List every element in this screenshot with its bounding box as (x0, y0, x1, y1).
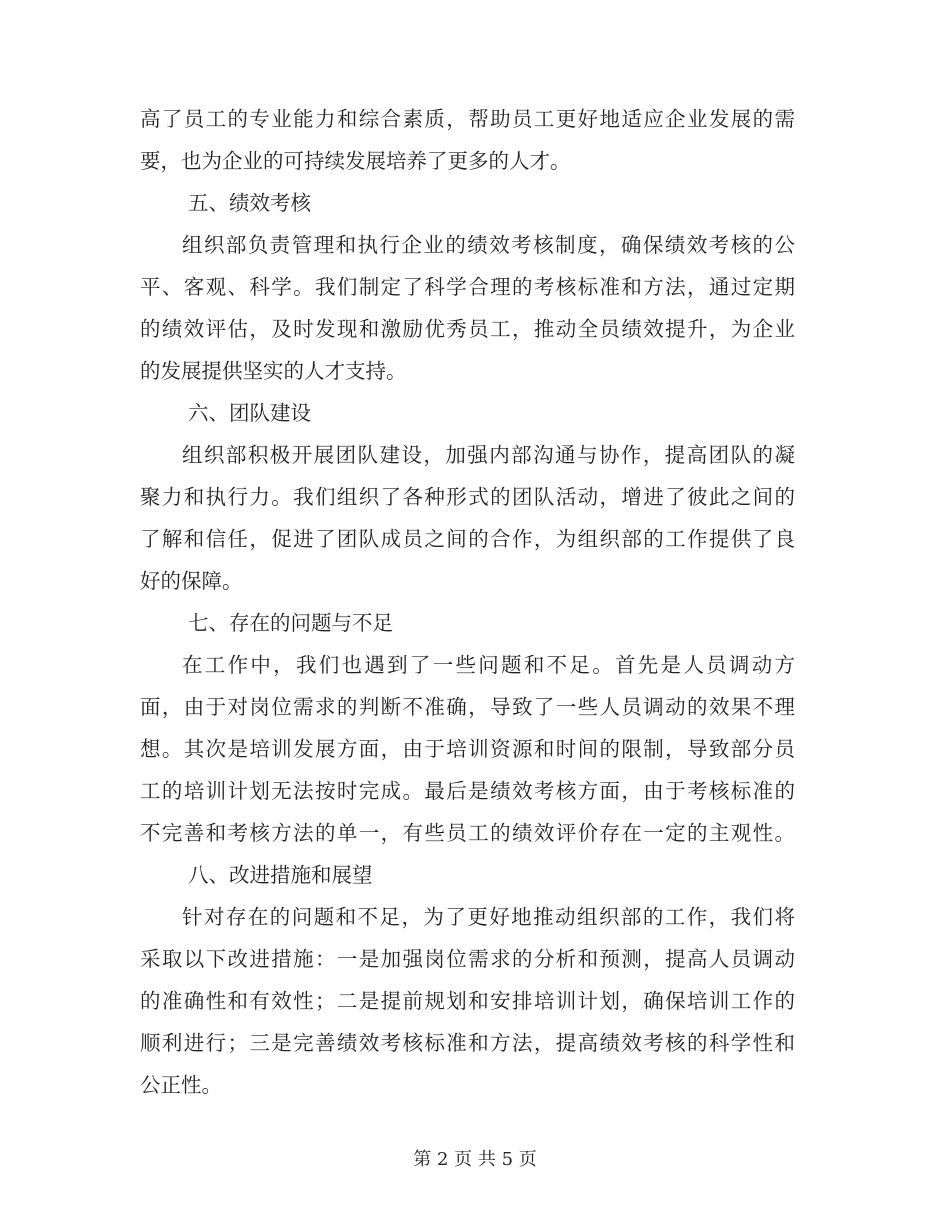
text-line: 公正性。 (140, 1073, 222, 1097)
text-line: 的准确性和有效性；二是提前规划和安排培训计划，确保培训工作的 (140, 989, 795, 1013)
page-number: 第 2 页 共 5 页 (413, 1149, 537, 1170)
section-heading-team: 六、团队建设 (188, 401, 311, 425)
text-line: 聚力和执行力。我们组织了各种形式的团队活动，增进了彼此之间的 (140, 485, 795, 509)
text-line: 好的保障。 (140, 569, 243, 593)
text-line: 了解和信任，促进了团队成员之间的合作，为组织部的工作提供了良 (140, 527, 795, 551)
section-heading-performance: 五、绩效考核 (188, 191, 311, 215)
text-line: 组织部负责管理和执行企业的绩效考核制度，确保绩效考核的公 (182, 233, 795, 257)
text-line: 面，由于对岗位需求的判断不准确，导致了一些人员调动的效果不理 (140, 695, 795, 719)
text-line: 顺利进行；三是完善绩效考核标准和方法，提高绩效考核的科学性和 (140, 1031, 795, 1055)
section-heading-improvements: 八、改进措施和展望 (188, 863, 373, 887)
text-line: 的绩效评估，及时发现和激励优秀员工，推动全员绩效提升，为企业 (140, 317, 795, 341)
text-line: 平、客观、科学。我们制定了科学合理的考核标准和方法，通过定期 (140, 275, 795, 299)
text-line: 想。其次是培训发展方面，由于培训资源和时间的限制，导致部分员 (140, 737, 795, 761)
text-line: 采取以下改进措施：一是加强岗位需求的分析和预测，提高人员调动 (140, 947, 795, 971)
text-line: 在工作中，我们也遇到了一些问题和不足。首先是人员调动方 (182, 653, 795, 677)
text-line: 要，也为企业的可持续发展培养了更多的人才。 (140, 149, 571, 173)
document-body (140, 98, 795, 1106)
text-line: 高了员工的专业能力和综合素质，帮助员工更好地适应企业发展的需 (140, 107, 795, 131)
text-line: 工的培训计划无法按时完成。最后是绩效考核方面，由于考核标准的 (140, 779, 795, 803)
text-line: 不完善和考核方法的单一，有些员工的绩效评价存在一定的主观性。 (140, 821, 795, 845)
text-line: 针对存在的问题和不足，为了更好地推动组织部的工作，我们将 (182, 905, 795, 929)
text-line: 的发展提供坚实的人才支持。 (140, 359, 407, 383)
text-line: 组织部积极开展团队建设，加强内部沟通与协作，提高团队的凝 (182, 443, 795, 467)
section-heading-problems: 七、存在的问题与不足 (188, 611, 393, 635)
